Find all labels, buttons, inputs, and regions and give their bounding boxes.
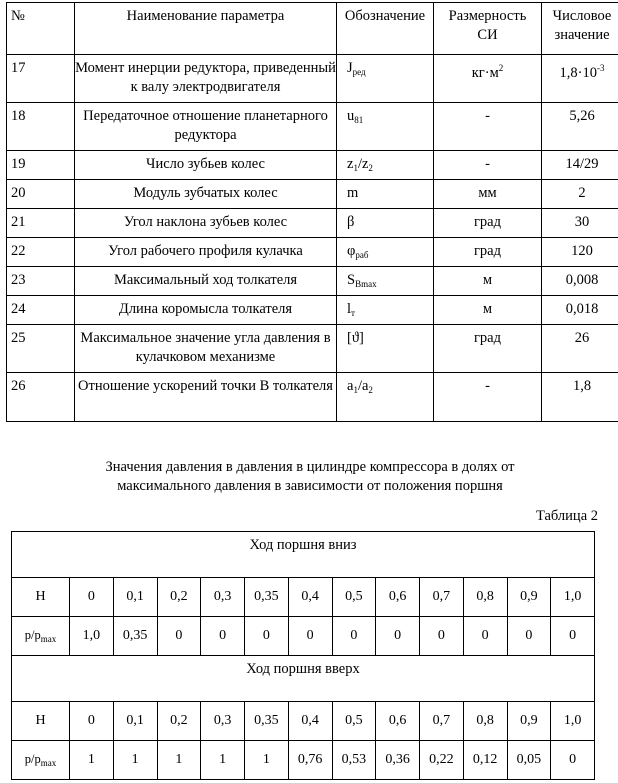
p-cell: 1 (113, 741, 157, 780)
caption-line-1: Значения давления в давления в цилиндре компрессора в долях от (105, 459, 515, 475)
row-value: 120 (542, 238, 618, 267)
p-cell: 0 (332, 617, 376, 656)
row-symbol (337, 103, 434, 151)
value-sup: -3 (596, 63, 605, 73)
table-row (7, 151, 618, 180)
symbol-a-sub: 1 (353, 385, 358, 395)
header-name: Наименование параметра (75, 3, 337, 55)
h-cell: 0,1 (113, 702, 157, 741)
p-cell: 0 (288, 617, 332, 656)
h-cell: 0,5 (332, 702, 376, 741)
row-name: Угол рабочего профиля кулачка (75, 238, 337, 267)
row-num: 23 (7, 267, 75, 296)
table-row (7, 209, 618, 238)
table-row (7, 238, 618, 267)
row-name: Модуль зубчатых колес (75, 180, 337, 209)
h-cell: 0,8 (463, 578, 507, 617)
row-num: 24 (7, 296, 75, 325)
h-cell: 0,7 (420, 578, 464, 617)
table-row (7, 180, 618, 209)
unit-sup: 2 (498, 63, 504, 73)
p-cell: 0 (551, 741, 595, 780)
table-caption (30, 458, 590, 496)
row-symbol: β (337, 209, 434, 238)
row-value: 26 (542, 325, 618, 373)
row-symbol (337, 55, 434, 103)
symbol-main: J (347, 60, 353, 76)
row-name: Длина коромысла толкателя (75, 296, 337, 325)
p-label-sub: max (40, 758, 57, 768)
row-symbol: m (337, 180, 434, 209)
h-label: H (12, 578, 70, 617)
row-name: Угол наклона зубьев колес (75, 209, 337, 238)
stroke-down-title: Ход поршня вниз (12, 532, 595, 578)
caption-line-2: максимального давления в зависимости от положения поршня (117, 478, 503, 494)
p-cell: 0,05 (507, 741, 551, 780)
row-name: Максимальное значение угла давления в кулачковом механизме (75, 325, 337, 373)
header-unit-line1: Размерность (448, 8, 527, 24)
row-num: 25 (7, 325, 75, 373)
row-unit: град (434, 325, 542, 373)
p-label-main: p/p (24, 628, 41, 642)
p-cell: 0 (157, 617, 201, 656)
row-num: 21 (7, 209, 75, 238)
table-row (7, 325, 618, 373)
row-value: 2 (542, 180, 618, 209)
row-name: Максимальный ход толкателя (75, 267, 337, 296)
row-unit: м (434, 296, 542, 325)
table-row (7, 55, 618, 103)
p-row-up (12, 741, 595, 780)
symbol-a: z (347, 156, 354, 172)
symbol-sub: раб (355, 250, 369, 260)
row-symbol (337, 296, 434, 325)
header-value (542, 3, 618, 55)
row-num: 20 (7, 180, 75, 209)
row-unit: м (434, 267, 542, 296)
row-value: 0,008 (542, 267, 618, 296)
header-value-line2: значение (554, 27, 610, 43)
p-label-sub: max (40, 634, 57, 644)
row-value: 5,26 (542, 103, 618, 151)
h-cell: 0,2 (157, 578, 201, 617)
section-title-row (12, 656, 595, 702)
h-label: H (12, 702, 70, 741)
h-cell: 0,35 (245, 702, 289, 741)
row-num: 17 (7, 55, 75, 103)
unit-main: кг·м (471, 65, 499, 81)
symbol-sep: / (357, 156, 362, 172)
h-cell: 0,35 (245, 578, 289, 617)
pressure-table (11, 531, 595, 780)
h-cell: 1,0 (551, 578, 595, 617)
symbol-b-sub: 2 (368, 385, 373, 395)
header-num: № (7, 3, 75, 55)
row-name: Передаточное отношение планетарного редуктора (75, 103, 337, 151)
h-cell: 0,4 (288, 702, 332, 741)
table-row (7, 296, 618, 325)
p-label-main: p/p (24, 752, 41, 766)
h-cell: 0 (70, 578, 114, 617)
row-unit: град (434, 238, 542, 267)
symbol-sub: Bmax (355, 279, 377, 289)
p-cell: 0,36 (376, 741, 420, 780)
p-row-down (12, 617, 595, 656)
row-symbol (337, 373, 434, 422)
row-unit (434, 55, 542, 103)
h-cell: 0,4 (288, 578, 332, 617)
parameters-header-row (7, 3, 618, 55)
row-unit: град (434, 209, 542, 238)
row-num: 19 (7, 151, 75, 180)
row-num: 18 (7, 103, 75, 151)
p-label (12, 617, 70, 656)
p-cell: 0,35 (113, 617, 157, 656)
symbol-main: l (347, 301, 352, 317)
row-unit: - (434, 373, 542, 422)
p-cell: 1 (245, 741, 289, 780)
row-name: Число зубьев колес (75, 151, 337, 180)
row-value: 0,018 (542, 296, 618, 325)
p-cell: 0 (245, 617, 289, 656)
row-unit: - (434, 151, 542, 180)
p-cell: 1 (201, 741, 245, 780)
p-cell: 0,53 (332, 741, 376, 780)
stroke-up-title: Ход поршня вверх (12, 656, 595, 702)
header-value-line1: Числовое (552, 8, 612, 24)
h-cell: 1,0 (551, 702, 595, 741)
row-symbol: [ϑ] (337, 325, 434, 373)
symbol-main: φ (347, 243, 356, 259)
p-cell: 1,0 (70, 617, 114, 656)
row-name: Отношение ускорений точки В толкателя (75, 373, 337, 422)
p-cell: 0 (507, 617, 551, 656)
row-num: 26 (7, 373, 75, 422)
p-label (12, 741, 70, 780)
row-value (542, 55, 618, 103)
section-title-row (12, 532, 595, 578)
h-cell: 0,5 (332, 578, 376, 617)
p-cell: 0 (201, 617, 245, 656)
symbol-sub: 81 (354, 115, 364, 125)
h-cell: 0,6 (376, 702, 420, 741)
row-unit: - (434, 103, 542, 151)
row-symbol (337, 238, 434, 267)
table-row (7, 267, 618, 296)
h-cell: 0,3 (201, 702, 245, 741)
symbol-a: a (347, 378, 354, 394)
row-value: 1,8 (542, 373, 618, 422)
header-symbol: Обозначение (337, 3, 434, 55)
p-cell: 0,76 (288, 741, 332, 780)
h-cell: 0,8 (463, 702, 507, 741)
header-unit (434, 3, 542, 55)
h-cell: 0,1 (113, 578, 157, 617)
symbol-sub: т (351, 308, 355, 318)
p-cell: 0 (376, 617, 420, 656)
row-unit: мм (434, 180, 542, 209)
symbol-b-sub: 2 (368, 163, 373, 173)
value-main: 1,8·10 (559, 65, 597, 81)
row-symbol (337, 151, 434, 180)
p-cell: 1 (70, 741, 114, 780)
symbol-b: z (361, 156, 369, 172)
h-cell: 0,9 (507, 578, 551, 617)
row-symbol (337, 267, 434, 296)
row-name: Момент инерции редуктора, приведенный к валу электродвигателя (75, 55, 337, 103)
h-row-up (12, 702, 595, 741)
h-cell: 0,9 (507, 702, 551, 741)
symbol-sub: ред (352, 67, 366, 77)
parameters-table (6, 2, 618, 422)
table-row (7, 373, 618, 422)
table-row (7, 103, 618, 151)
p-cell: 0 (551, 617, 595, 656)
p-cell: 0 (420, 617, 464, 656)
row-value: 14/29 (542, 151, 618, 180)
h-cell: 0,3 (201, 578, 245, 617)
row-num: 22 (7, 238, 75, 267)
p-cell: 0,22 (420, 741, 464, 780)
h-cell: 0,6 (376, 578, 420, 617)
h-row-down (12, 578, 595, 617)
p-cell: 1 (157, 741, 201, 780)
symbol-main: u (347, 108, 355, 124)
symbol-sep: /a (357, 378, 369, 394)
symbol-a-sub: 1 (353, 163, 358, 173)
p-cell: 0,12 (463, 741, 507, 780)
p-cell: 0 (463, 617, 507, 656)
symbol-main: S (347, 272, 356, 288)
table-label: Таблица 2 (535, 508, 598, 524)
row-value: 30 (542, 209, 618, 238)
h-cell: 0 (70, 702, 114, 741)
h-cell: 0,2 (157, 702, 201, 741)
header-unit-line2: СИ (477, 27, 498, 43)
h-cell: 0,7 (420, 702, 464, 741)
